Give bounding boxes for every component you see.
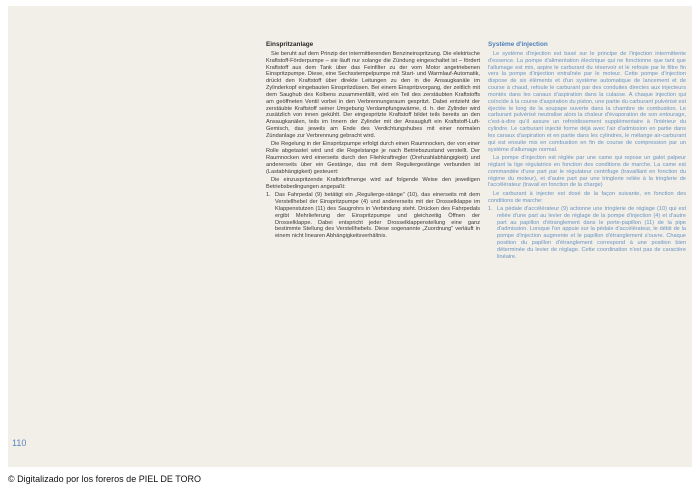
- german-list-number: 1.: [266, 192, 271, 199]
- french-heading: Système d'injection: [488, 41, 548, 48]
- french-paragraph-3: Le carburant à injecter est dosé de la façon suivante, en fonction des conditions de marche:: [488, 190, 686, 204]
- french-paragraph-2: La pompe d'injection est réglée par une came qui repose un galet palpeur réglant la tige régulatrice en fonction des conditions de marche. La came est commandée d'une part par le régulateur centrifuge (travaillant en fonction du régime du moteur), et d'autre part par une tringlerie reliée à la tringlerie de l'accélérateur (travail en fonction de la charge): [488, 155, 686, 189]
- french-list-text: La pédale d'accélérateur (9) actionne une tringlerie de réglage (10) qui est reliée d'une part au levier de réglage de la pompe d'injection (4) et d'autre part au papillon d'étranglement dans le porte-papillon (11) de la pipe d'admission. Lorsque l'on appuie sur la pédale d'accélérateur, le débit de la pompe d'injection augmente et le papillon d'étranglement s'ouvre. Chaque position du papillon d'étranglement correspond à une position bien déterminée du levier de réglage. Cette coordination n'est pas de caractère linéaire.: [497, 205, 686, 260]
- german-paragraph-3: Die einzuspritzende Kraftstoffmenge wird auf folgende Weise den jeweiligen Betriebsbedingungen angepaßt:: [266, 177, 480, 190]
- footer-credit: © Digitalizado por los foreros de PIEL DE TORO: [8, 474, 202, 484]
- french-paragraph-1: Le système d'injection est basé sur le principe de l'injection intermittente d'essence. La pompe d'alimentation électrique qui ne fonctionne que tant que l'allumage est mis, aspire le carburant du réservoir et le refoule par le filtre fin vers la pompe d'injection entraînée par le moteur. Cette pompe d'injection dispose de six éléments et d'un système automatique de lancement et de course à chaud, refoule le carburant par des conduites directes aux injecteurs montés dans les canaux d'aspiration dans la culasse. A chaque injection qui coïncide à la course d'aspiration du piston, une partie du carburant pulvérisé est éjectée le long de la soupape ouverte dans la chambre de combustion. Le carburant pulvérisé neutralise alors la chaleur d'évaporation de son entourage, c'est-à-dire qu'il assure un refroidissement supplémentaire à l'intérieur du cylindre. Le carburant injecté forme déjà avec l'air d'admission en partie dans les canaux d'aspiration et en partie dans les cylindres, le mélange air-carburant qui est ensuite mis en combustion en fin de course de compression par un système d'allumage normal.: [488, 50, 686, 153]
- scanned-page: [8, 6, 692, 467]
- french-list-number: 1.: [488, 205, 493, 212]
- german-list-text: Das Fahrpedal (9) betätigt ein „Regulierge-stänge“ (10), das einerseits mit dem Verstellhebel der Einspritzpumpe (4) und andererseits mit der Drosselklappe im Klappenstutzen (11) des Saugrohrs in Verbindung steht. Drücken des Fahrpedals ergibt Mehrlieferung der Einspritzpumpe und gleichzeitig Öffnen der Drosselklappe. Dabei entspricht jeder Drosselklappenstellung eine ganz bestimmte Stellung des Verstellhebels. Diese sogenannte „Zuordnung“ verläuft in einem nicht linearen Abhängigkeitsverhältnis.: [275, 192, 480, 240]
- german-paragraph-1: Sie beruht auf dem Prinzip der intermittierenden Benzineinspritzung. Die elektrische Kraftstoff-Förderpumpe – sie läuft nur solange die Zündung eingeschaltet ist – fördert Kraftstoff aus dem Tank über das Feinfilter zu der vom Motor angetriebenen Einspritzpumpe. Diese, eine Sechsstempelpumpe mit Start- und Warmlauf-Automatik, drückt den Kraftstoff über direkte Leitungen zu den in die Ansaugkanäle im Zylinderkopf eingebauten Einspritzdüsen. Bei einem Einspritzvorgang, der zeitlich mit dem Saughub des Kolbens zusammenfällt, wird ein Teil des zerstäubten Kraftstoffs am geöffneten Ventil vorbei in den Verbrennungsraum gespritzt. Dabei entzieht der zerstäubte Kraftstoff seiner Umgebung Verdampfungswärme, d. h. der Zylinder wird zusätzlich von innen gekühlt. Der eingespritzte Kraftstoff bildet teils bereits an den Ansaugkanälen, teils im Innern der Zylinder mit der Ansaugluft ein Kraftstoff-Luft-Gemisch, das jeweils am Ende des Verdichtungshubes mit einer normalen Zündanlage zur Verbrennung gebracht wird.: [266, 50, 480, 139]
- german-paragraph-2: Die Regelung in der Einspritzpumpe erfolgt durch einen Raumnocken, der von einer Rolle abgetastet wird und die Regelstange je nach Betriebszustand verstellt. Der Raumnocken wird einerseits durch den Fliehkraftregler (Drehzahlabhängigkeit) und andererseits über ein Gestänge, das mit dem Reguliergestänge verbunden ist (Lastabhängigkeit) gesteuert:: [266, 141, 480, 175]
- german-list-item: [266, 192, 480, 240]
- french-column: [488, 42, 686, 261]
- page-number: 110: [12, 438, 27, 448]
- german-column: [266, 42, 480, 240]
- german-heading: Einspritzanlage: [266, 41, 314, 48]
- french-list-item: [488, 206, 686, 261]
